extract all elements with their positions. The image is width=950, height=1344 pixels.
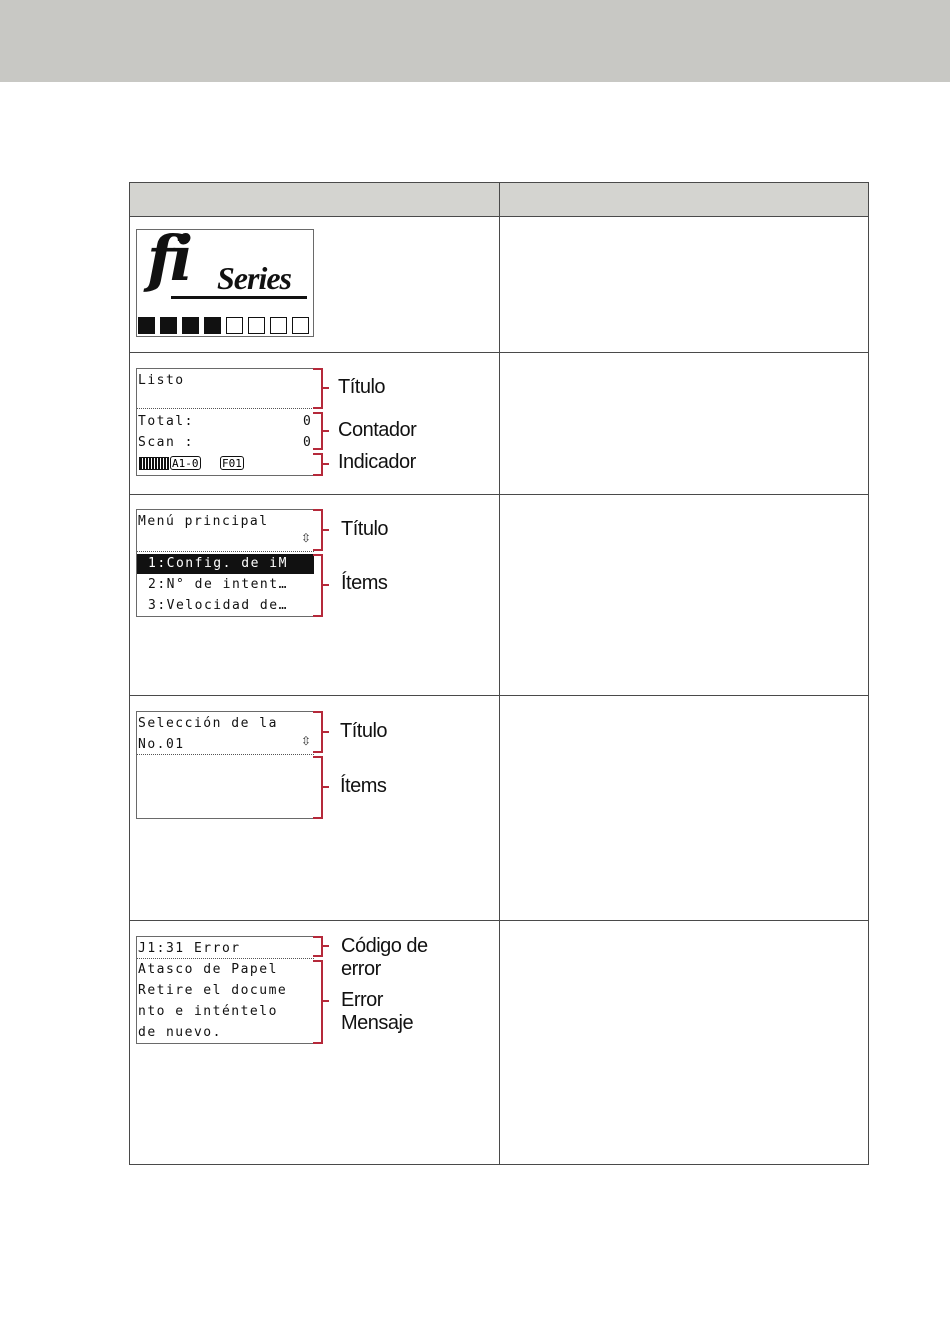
callout-counter: Contador <box>338 419 417 441</box>
lcd-title: Menú principal <box>138 514 269 529</box>
lcd-separator <box>137 408 314 409</box>
error-screen <box>136 936 314 1044</box>
logo-underline <box>171 296 307 299</box>
table-header-row <box>130 183 869 217</box>
lcd-title-line2: No.01 <box>138 737 185 752</box>
progress-square-empty <box>292 317 309 334</box>
lcd-separator <box>137 754 314 755</box>
scroll-updown-icon: ⇳ <box>301 734 312 748</box>
table-row <box>130 217 869 353</box>
lcd-total-value: 0 <box>303 414 313 429</box>
error-message-brace <box>313 960 323 1044</box>
progress-square-empty <box>248 317 265 334</box>
selection-screen <box>136 711 314 819</box>
fi-series-logo <box>143 229 309 310</box>
items-brace <box>313 554 323 617</box>
indicator-f01: F01 <box>222 457 242 470</box>
error-message-line: de nuevo. <box>138 1025 222 1040</box>
lcd-separator <box>137 551 314 552</box>
callout-title: Título <box>338 376 386 398</box>
progress-square-filled <box>182 317 199 334</box>
header-cell-description <box>500 183 869 217</box>
lcd-scan-label: Scan : <box>138 435 194 450</box>
error-message-line: nto e inténtelo <box>138 1004 278 1019</box>
table-row <box>130 353 869 495</box>
counter-brace <box>313 412 323 450</box>
title-brace <box>313 711 323 753</box>
lcd-title: Listo <box>138 373 185 388</box>
ready-screen <box>136 368 314 476</box>
progress-square-filled <box>138 317 155 334</box>
logo-series: Series <box>217 260 291 296</box>
table-row <box>130 696 869 921</box>
title-brace <box>313 368 323 409</box>
progress-square-filled <box>204 317 221 334</box>
callout-items: Ítems <box>340 775 387 797</box>
lcd-title-line1: Selección de la <box>138 716 278 731</box>
callout-error-code-line2: error <box>341 958 381 980</box>
menu-item: 3:Velocidad de… <box>148 598 288 613</box>
callout-error-code-line1: Código de <box>341 935 428 957</box>
battery-icon <box>139 457 169 470</box>
menu-item: 1:Config. de iM <box>148 556 288 571</box>
lcd-screens-table <box>129 182 869 1165</box>
callout-title: Título <box>341 518 389 540</box>
progress-square-filled <box>160 317 177 334</box>
callout-error-message-line2: Mensaje <box>341 1012 414 1034</box>
callout-title: Título <box>340 720 388 742</box>
lcd-total-label: Total: <box>138 414 194 429</box>
menu-item: 2:N° de intent… <box>148 577 288 592</box>
table-row <box>130 495 869 696</box>
items-brace <box>313 756 323 819</box>
callout-error-message-line1: Error <box>341 989 383 1011</box>
table-row <box>130 921 869 1165</box>
indicator-a1: A1-0 <box>172 457 199 470</box>
main-menu-screen <box>136 509 314 617</box>
logo-fi: fi <box>147 229 190 295</box>
indicator-brace <box>313 453 323 476</box>
startup-screen <box>136 229 314 337</box>
error-code-brace <box>313 936 323 957</box>
callout-indicator: Indicador <box>338 451 416 473</box>
progress-square-empty <box>270 317 287 334</box>
error-message-line: Retire el docume <box>138 983 288 998</box>
error-code: J1:31 Error <box>138 941 241 956</box>
lcd-scan-value: 0 <box>303 435 313 450</box>
title-brace <box>313 509 323 551</box>
progress-square-empty <box>226 317 243 334</box>
progress-squares <box>138 317 314 335</box>
scroll-updown-icon: ⇳ <box>301 531 312 545</box>
error-message-line: Atasco de Papel <box>138 962 278 977</box>
callout-items: Ítems <box>341 572 388 594</box>
header-cell-screen <box>130 183 500 217</box>
page-header-band <box>0 0 950 82</box>
